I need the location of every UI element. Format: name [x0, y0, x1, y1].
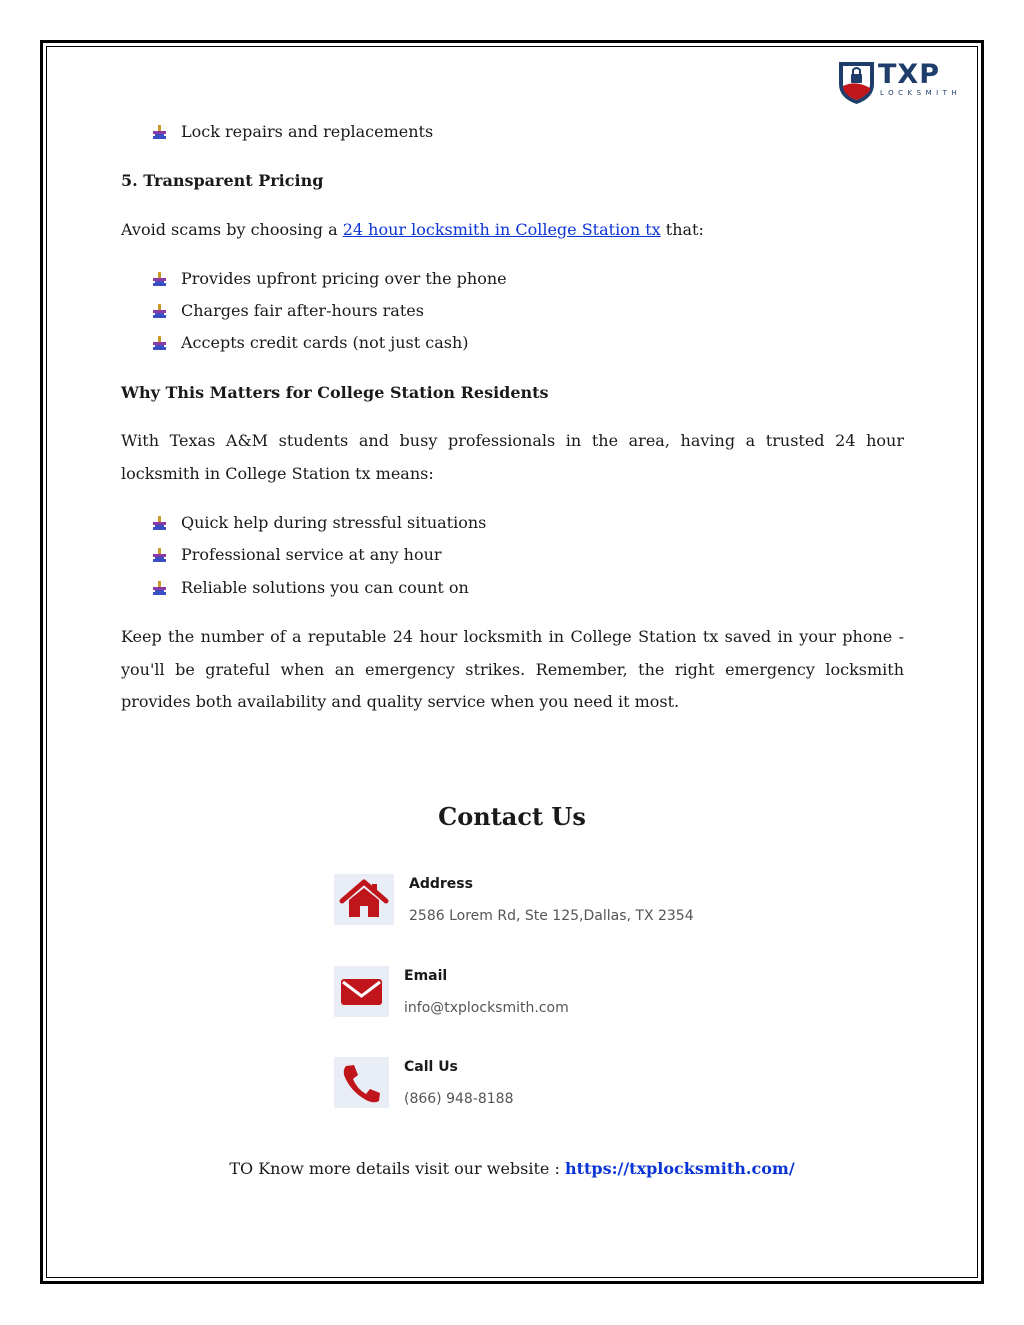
list-item: Charges fair after-hours rates	[181, 301, 424, 320]
email-label: Email	[404, 968, 448, 984]
list-item: Reliable solutions you can count on	[181, 578, 469, 597]
bullet-icon	[153, 125, 166, 139]
bullet-icon	[153, 272, 166, 286]
address-value: 2586 Lorem Rd, Ste 125,Dallas, TX 2354	[409, 908, 694, 924]
email-icon-box	[334, 966, 389, 1017]
website-footer: TO Know more details visit our website : https://txplocksmith.com/	[229, 1159, 795, 1178]
call-label: Call Us	[404, 1059, 458, 1075]
section-heading: 5. Transparent Pricing	[121, 171, 324, 190]
bullet-icon	[153, 304, 166, 318]
logo-wordmark: TXP	[878, 59, 941, 90]
closing-paragraph: Keep the number of a reputable 24 hour locksmith in College Station tx saved in your phone - you'll be grateful when an emergency strikes. Remember, the right emergency locksmith provides both availability and quality service when you need it most.	[121, 627, 904, 711]
logo-subtitle: LOCKSMITH	[880, 89, 962, 97]
list-item: Quick help during stressful situations	[181, 513, 487, 532]
section-heading: Why This Matters for College Station Residents	[121, 383, 549, 402]
envelope-icon	[334, 966, 389, 1017]
section-intro: Avoid scams by choosing a 24 hour locksmith in College Station tx that:	[121, 220, 704, 239]
home-icon	[334, 874, 394, 925]
list-item: Provides upfront pricing over the phone	[181, 269, 507, 288]
bullet-icon	[153, 581, 166, 595]
phone-value[interactable]: (866) 948-8188	[404, 1091, 514, 1107]
email-value[interactable]: info@txplocksmith.com	[404, 1000, 569, 1016]
address-label: Address	[409, 876, 473, 892]
phone-icon	[334, 1057, 389, 1108]
bullet-icon	[153, 336, 166, 350]
list-item: Accepts credit cards (not just cash)	[181, 333, 469, 352]
list-item: Lock repairs and replacements	[181, 122, 434, 141]
contact-title: Contact Us	[438, 802, 586, 831]
address-icon-box	[334, 874, 394, 925]
website-link[interactable]: https://txplocksmith.com/	[564, 1159, 795, 1178]
bullet-icon	[153, 548, 166, 562]
locksmith-link[interactable]: 24 hour locksmith in College Station tx	[342, 220, 661, 239]
list-item: Professional service at any hour	[181, 545, 442, 564]
bullet-icon	[153, 516, 166, 530]
why-paragraph: With Texas A&M students and busy professionals in the area, having a trusted 24 hour locksmith in College Station tx means:	[121, 431, 904, 483]
phone-icon-box	[334, 1057, 389, 1108]
